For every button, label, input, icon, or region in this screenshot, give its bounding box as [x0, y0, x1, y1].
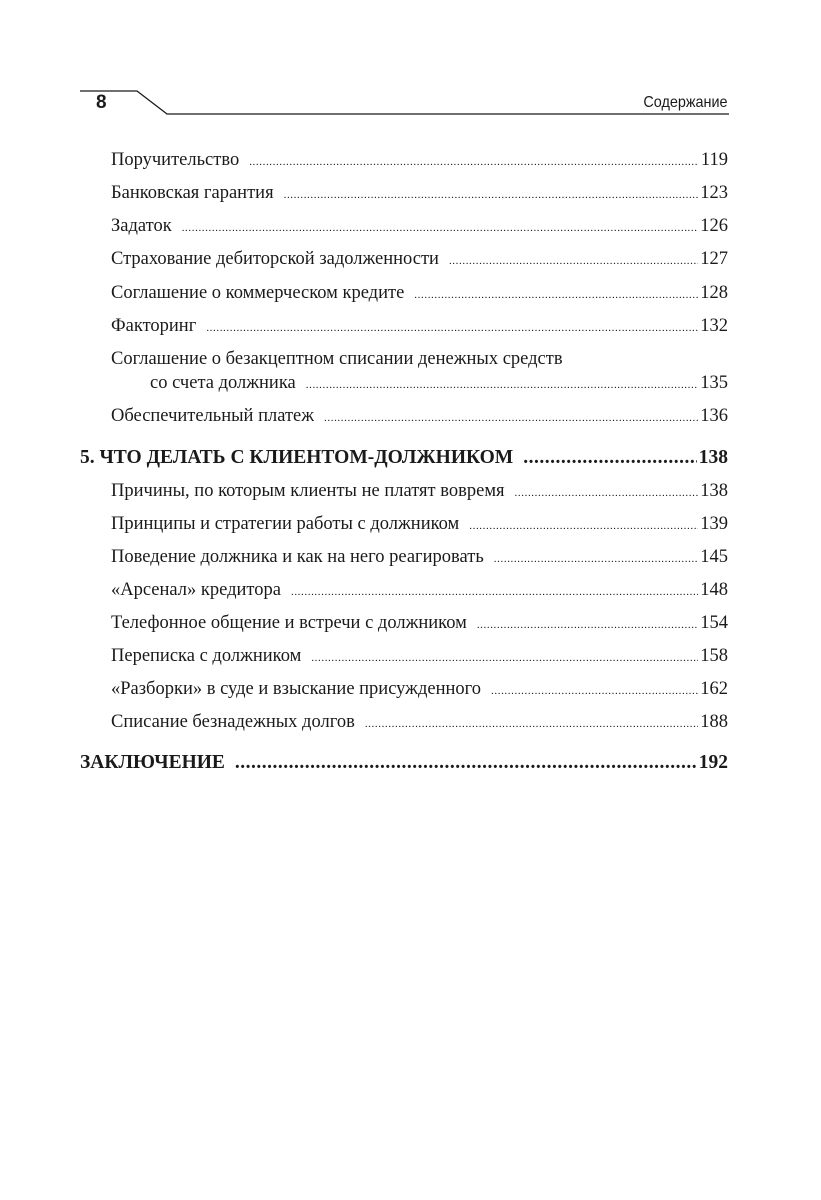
- toc-entry[interactable]: [111, 247, 728, 273]
- toc-chapter-page: 138: [698, 447, 728, 468]
- toc-entry-title: Принципы и стратегии работы с должником: [111, 514, 460, 534]
- dot-leader: [306, 371, 699, 397]
- toc-entry-title: Списание безнадежных долгов: [111, 712, 355, 732]
- toc-entry-title-line2: со счета должника: [150, 373, 296, 393]
- toc-entry-page: 123: [700, 183, 728, 203]
- page-number: 8: [96, 92, 107, 113]
- toc-entry[interactable]: [111, 578, 728, 604]
- dot-leader: [324, 404, 698, 430]
- toc-entry[interactable]: [111, 404, 728, 430]
- toc-entry[interactable]: [111, 281, 728, 307]
- toc-conclusion-page: 192: [698, 752, 728, 773]
- dot-leader: [206, 314, 698, 340]
- toc-entry-page: 154: [700, 613, 728, 633]
- toc-entry[interactable]: [111, 677, 728, 703]
- toc-entry-page: 158: [700, 646, 728, 666]
- toc-entry-title: «Разборки» в суде и взыскание присужденного: [111, 679, 482, 699]
- dot-leader: [515, 479, 699, 505]
- toc-conclusion[interactable]: [80, 751, 728, 775]
- dot-leader: [249, 148, 699, 174]
- toc-entry-title: Факторинг: [111, 316, 197, 336]
- toc-entry[interactable]: [111, 214, 728, 240]
- toc-entry-page: 162: [700, 679, 728, 699]
- toc-entry-page: 148: [700, 580, 728, 600]
- toc-entry-title: Причины, по которым клиенты не платят вовремя: [111, 481, 505, 501]
- toc-entry-page: 136: [700, 406, 728, 426]
- toc-entry-page: 119: [700, 150, 728, 170]
- toc-entry[interactable]: [111, 611, 728, 637]
- toc-entry[interactable]: [111, 148, 728, 174]
- toc-entry-page: 132: [700, 316, 728, 336]
- dot-leader: [494, 545, 698, 571]
- toc-entry-page: 127: [700, 249, 728, 269]
- toc-entry-page: 135: [700, 373, 728, 393]
- toc-entry-title: Соглашение о коммерческом кредите: [111, 283, 405, 303]
- toc-entry-page: 138: [700, 481, 728, 501]
- dot-leader: [365, 710, 698, 736]
- toc-entry-title: Обеспечительный платеж: [111, 406, 315, 426]
- toc-entry-page: 188: [700, 712, 728, 732]
- dot-leader: [414, 281, 698, 307]
- toc-entry[interactable]: [111, 644, 728, 670]
- dot-leader: [291, 578, 698, 604]
- dot-leader: [469, 512, 698, 538]
- toc-entry-title: Поведение должника и как на него реагировать: [111, 547, 484, 567]
- dot-leader: [523, 446, 697, 470]
- toc-chapter-title: 5. ЧТО ДЕЛАТЬ С КЛИЕНТОМ-ДОЛЖНИКОМ: [80, 447, 514, 468]
- toc-entry[interactable]: [111, 479, 728, 505]
- toc-entry-title: Телефонное общение и встречи с должником: [111, 613, 467, 633]
- toc-entry[interactable]: [111, 181, 728, 207]
- dot-leader: [311, 644, 698, 670]
- toc-entry-page: 139: [700, 514, 728, 534]
- dot-leader: [235, 751, 697, 775]
- dot-leader: [449, 247, 698, 273]
- dot-leader: [182, 214, 699, 240]
- dot-leader: [284, 181, 699, 207]
- toc-entry[interactable]: [111, 314, 728, 340]
- toc-chapter-5[interactable]: [80, 446, 728, 470]
- toc-entry-title: Задаток: [111, 216, 172, 236]
- dot-leader: [477, 611, 698, 637]
- toc-entry-title: Поручительство: [111, 150, 240, 170]
- toc-entry[interactable]: [111, 710, 728, 736]
- toc-entry-page: 128: [700, 283, 728, 303]
- toc-entry[interactable]: [111, 512, 728, 538]
- running-title: Содержание: [643, 94, 728, 111]
- toc-entry-title: Страхование дебиторской задолженности: [111, 249, 439, 269]
- page-header: [0, 0, 821, 130]
- toc-entry-title: Переписка с должником: [111, 646, 302, 666]
- toc-entry[interactable]: [150, 371, 728, 397]
- toc-entry-title: «Арсенал» кредитора: [111, 580, 281, 600]
- toc-entry-title: Банковская гарантия: [111, 183, 274, 203]
- toc-entry-title-line1[interactable]: Соглашение о безакцептном списании денежных средств: [111, 349, 563, 369]
- toc-entry[interactable]: [111, 545, 728, 571]
- toc-entry-page: 145: [700, 547, 728, 567]
- toc-conclusion-title: ЗАКЛЮЧЕНИЕ: [80, 752, 225, 773]
- toc-entry-page: 126: [700, 216, 728, 236]
- dot-leader: [491, 677, 698, 703]
